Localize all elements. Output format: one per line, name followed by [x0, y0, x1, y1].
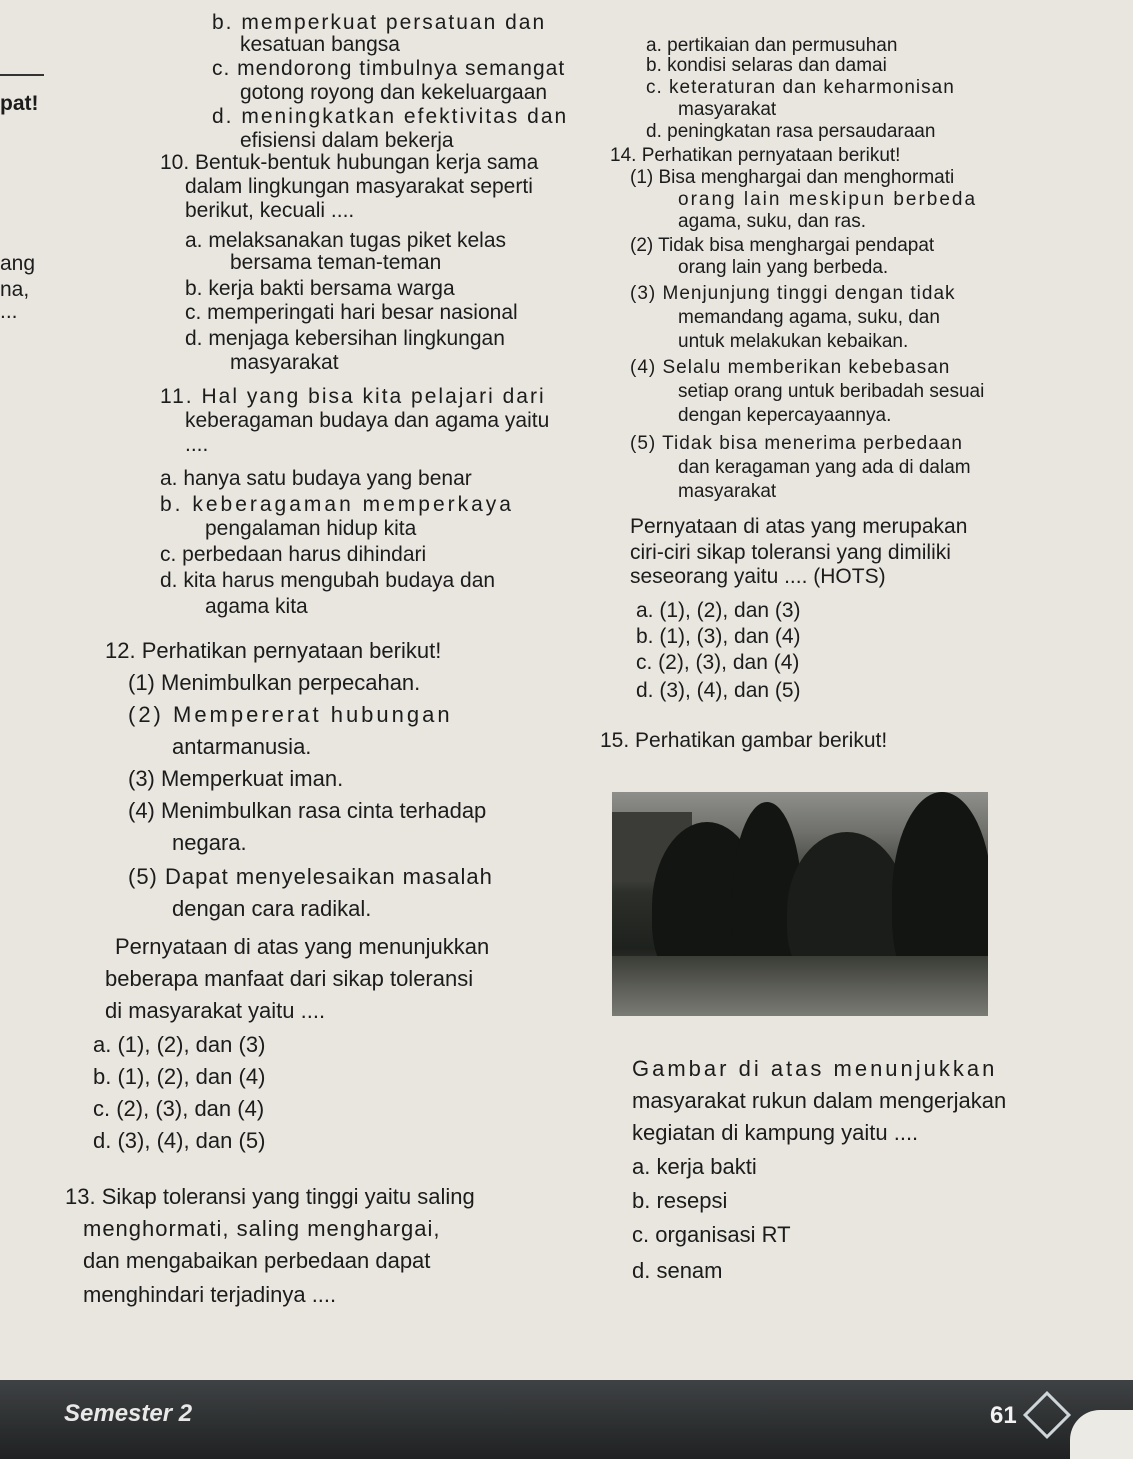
- q14-statement-4-cont: dengan kepercayaannya.: [678, 405, 892, 426]
- q11-option-b: b. keberagaman memperkaya: [160, 493, 514, 516]
- q10-option-c: c. memperingati hari besar nasional: [185, 301, 518, 324]
- q13-option-c: c. keteraturan dan keharmonisan: [646, 77, 955, 98]
- q11-option-b-cont: pengalaman hidup kita: [205, 517, 417, 540]
- q10-option-a-cont: bersama teman-teman: [230, 251, 442, 274]
- q15-text-cont: masyarakat rukun dalam mengerjakan: [632, 1088, 1007, 1113]
- q14-option-b: b. (1), (3), dan (4): [636, 625, 801, 648]
- q14-statement-4-cont: setiap orang untuk beribadah sesuai: [678, 381, 985, 402]
- q12-question-cont: beberapa manfaat dari sikap toleransi: [105, 966, 474, 991]
- q13-stem-cont: menghindari terjadinya ....: [83, 1282, 337, 1307]
- q10-option-a: a. melaksanakan tugas piket kelas: [185, 229, 507, 252]
- q12-option-c: c. (2), (3), dan (4): [93, 1096, 265, 1121]
- q12-stem: 12. Perhatikan pernyataan berikut!: [105, 638, 442, 663]
- q9-option-d-cont: efisiensi dalam bekerja: [240, 129, 454, 152]
- diamond-icon: [1023, 1391, 1071, 1439]
- q9-option-b-cont: kesatuan bangsa: [240, 33, 400, 56]
- q14-statement-3: (3) Menjunjung tinggi dengan tidak: [630, 283, 956, 304]
- q11-stem-cont: keberagaman budaya dan agama yaitu: [185, 409, 550, 432]
- q15-text: Gambar di atas menunjukkan: [632, 1056, 998, 1081]
- q9-option-b: b. memperkuat persatuan dan: [212, 11, 547, 34]
- q12-option-d: d. (3), (4), dan (5): [93, 1128, 266, 1153]
- footer-tab-decoration: [1070, 1410, 1133, 1459]
- q14-statement-2: (2) Tidak bisa menghargai pendapat: [630, 235, 935, 256]
- q12-question: Pernyataan di atas yang menunjukkan: [115, 934, 490, 959]
- q14-question-cont: ciri-ciri sikap toleransi yang dimiliki: [630, 541, 951, 564]
- page-number: 61: [990, 1402, 1017, 1429]
- q14-statement-4: (4) Selalu memberikan kebebasan: [630, 357, 951, 378]
- q15-option-c: c. organisasi RT: [632, 1222, 791, 1247]
- q12-statement-2: (2) Mempererat hubungan: [128, 702, 453, 727]
- q11-stem-cont: ....: [185, 433, 209, 456]
- q12-statement-4: (4) Menimbulkan rasa cinta terhadap: [128, 798, 487, 823]
- page-footer: [0, 1380, 1133, 1459]
- q14-statement-5: (5) Tidak bisa menerima perbedaan: [630, 433, 963, 454]
- q14-statement-1-cont: orang lain meskipun berbeda: [678, 189, 978, 210]
- q15-option-a: a. kerja bakti: [632, 1154, 757, 1179]
- q13-stem-cont: menghormati, saling menghargai,: [83, 1216, 441, 1241]
- q14-statement-1: (1) Bisa menghargai dan menghormati: [630, 167, 955, 188]
- q9-option-c: c. mendorong timbulnya semangat: [212, 57, 566, 80]
- q13-option-d: d. peningkatan rasa persaudaraan: [646, 121, 936, 142]
- q14-statement-5-cont: dan keragaman yang ada di dalam: [678, 457, 971, 478]
- q10-option-b: b. kerja bakti bersama warga: [185, 277, 455, 300]
- q11-option-d: d. kita harus mengubah budaya dan: [160, 569, 496, 592]
- edge-fragment: ...: [0, 300, 18, 323]
- q10-option-d: d. menjaga kebersihan lingkungan: [185, 327, 505, 350]
- q15-option-b: b. resepsi: [632, 1188, 728, 1213]
- q13-option-a: a. pertikaian dan permusuhan: [646, 35, 898, 56]
- edge-fragment: na,: [0, 278, 30, 301]
- q9-option-d: d. meningkatkan efektivitas dan: [212, 105, 569, 128]
- q10-option-d-cont: masyarakat: [230, 351, 339, 374]
- q14-statement-3-cont: memandang agama, suku, dan: [678, 307, 940, 328]
- q14-stem: 14. Perhatikan pernyataan berikut!: [610, 145, 901, 166]
- q11-stem: 11. Hal yang bisa kita pelajari dari: [160, 385, 546, 408]
- community-work-photo: [612, 792, 988, 1016]
- q14-question: Pernyataan di atas yang merupakan: [630, 515, 968, 538]
- q13-stem: 13. Sikap toleransi yang tinggi yaitu saling: [65, 1184, 475, 1209]
- q12-option-a: a. (1), (2), dan (3): [93, 1032, 266, 1057]
- q13-option-c-cont: masyarakat: [678, 99, 777, 120]
- edge-fragment: pat!: [0, 92, 39, 115]
- q14-option-a: a. (1), (2), dan (3): [636, 599, 801, 622]
- q15-stem: 15. Perhatikan gambar berikut!: [600, 729, 888, 752]
- q12-question-cont: di masyarakat yaitu ....: [105, 998, 326, 1023]
- q10-stem-cont: berikut, kecuali ....: [185, 199, 355, 222]
- q13-stem-cont: dan mengabaikan perbedaan dapat: [83, 1248, 431, 1273]
- q9-option-c-cont: gotong royong dan kekeluargaan: [240, 81, 548, 104]
- q12-statement-3: (3) Memperkuat iman.: [128, 766, 344, 791]
- q14-question-cont: seseorang yaitu .... (HOTS): [630, 565, 886, 588]
- q15-option-d: d. senam: [632, 1258, 723, 1283]
- semester-label: Semester 2: [64, 1400, 193, 1427]
- q14-option-d: d. (3), (4), dan (5): [636, 679, 801, 702]
- q13-option-b: b. kondisi selaras dan damai: [646, 55, 887, 76]
- edge-rule: [0, 74, 44, 76]
- q10-stem-cont: dalam lingkungan masyarakat seperti: [185, 175, 533, 198]
- q14-option-c: c. (2), (3), dan (4): [636, 651, 800, 674]
- q11-option-d-cont: agama kita: [205, 595, 308, 618]
- q12-statement-1: (1) Menimbulkan perpecahan.: [128, 670, 421, 695]
- q12-option-b: b. (1), (2), dan (4): [93, 1064, 266, 1089]
- edge-fragment: ang: [0, 252, 36, 275]
- q12-statement-2-cont: antarmanusia.: [172, 734, 312, 759]
- q14-statement-3-cont: untuk melakukan kebaikan.: [678, 331, 909, 352]
- q12-statement-4-cont: negara.: [172, 830, 247, 855]
- q10-stem: 10. Bentuk-bentuk hubungan kerja sama: [160, 151, 539, 174]
- q15-text-cont: kegiatan di kampung yaitu ....: [632, 1120, 919, 1145]
- q12-statement-5: (5) Dapat menyelesaikan masalah: [128, 864, 493, 889]
- q11-option-a: a. hanya satu budaya yang benar: [160, 467, 472, 490]
- q14-statement-5-cont: masyarakat: [678, 481, 777, 502]
- q14-statement-2-cont: orang lain yang berbeda.: [678, 257, 889, 278]
- q11-option-c: c. perbedaan harus dihindari: [160, 543, 427, 566]
- q12-statement-5-cont: dengan cara radikal.: [172, 896, 372, 921]
- q14-statement-1-cont: agama, suku, dan ras.: [678, 211, 866, 232]
